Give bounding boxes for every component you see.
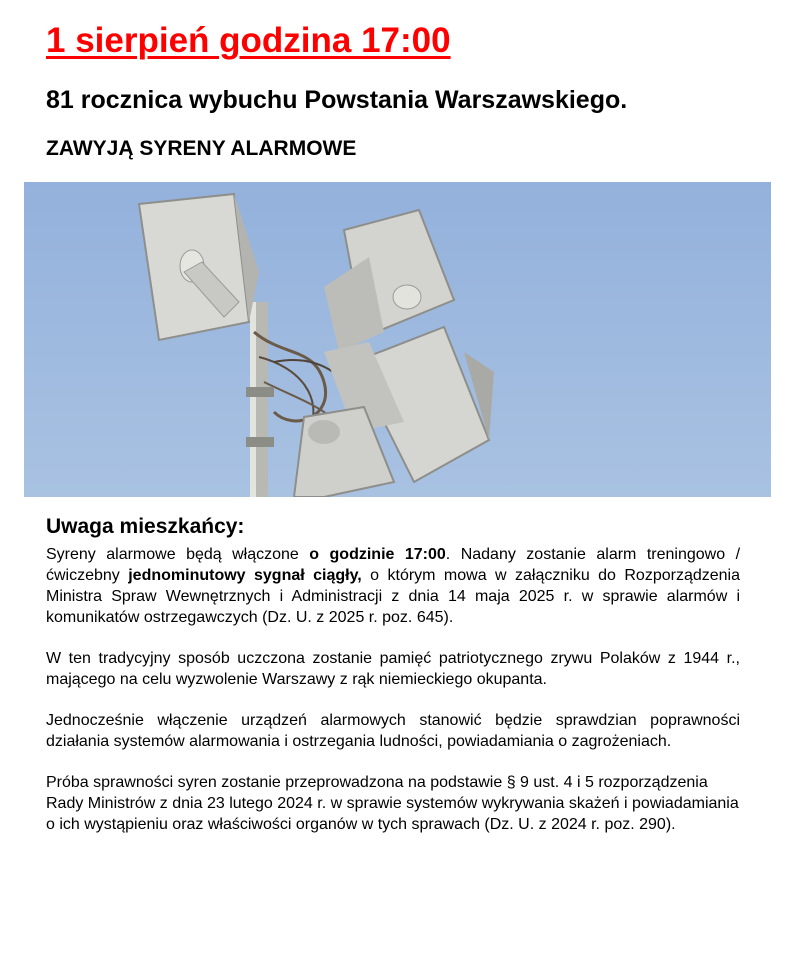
signal-highlight: jednominutowy sygnał ciągły, (128, 567, 362, 584)
page-subtitle: 81 rocznica wybuchu Powstania Warszawskiego. (46, 86, 628, 114)
time-highlight: o godzinie 17:00 (309, 546, 446, 563)
page-title: 1 sierpień godzina 17:00 (46, 21, 451, 60)
notice-paragraph-2: W ten tradycyjny sposób uczczona zostanie pamięć patriotycznego zrywu Polaków z 1944 r., mającego na celu wyzwolenie Warszawy z rąk niemieckiego okupanta. (46, 650, 740, 688)
alarm-heading: ZAWYJĄ SYRENY ALARMOWE (46, 137, 357, 160)
notice-paragraph-1: Syreny alarmowe będą włączone o godzinie 17:00. Nadany zostanie alarm treningowo / ćwiczebny jednominutowy sygnał ciągły, o którym mowa w załączniku do Rozporządzenia Ministra Spraw Wewnętrznych i Administracji z dnia 14 maja 2025 r. w sprawie alarmów i komunikatów ostrzegawczych (Dz. U. z 2025 r. poz. 645). (46, 546, 741, 626)
siren-loudspeakers-icon (24, 182, 771, 497)
notice-heading: Uwaga mieszkańcy: (46, 515, 245, 538)
notice-paragraph-3: Jednocześnie włączenie urządzeń alarmowych stanowić będzie sprawdzian poprawności działania systemów alarmowania i ostrzegania ludności, powiadamiania o zagrożeniach. (46, 712, 740, 750)
notice-paragraph-4: Próba sprawności syren zostanie przeprowadzona na podstawie § 9 ust. 4 i 5 rozporządzenia Rady Ministrów z dnia 23 lutego 2024 r. w sprawie systemów wykrywania skażeń i powiadamiania o ich wystąpieniu oraz właściwości organów w tych sprawach (Dz. U. z 2024 r. poz. 290). (46, 774, 739, 833)
notice-body (46, 544, 740, 855)
siren-photo (24, 182, 771, 497)
